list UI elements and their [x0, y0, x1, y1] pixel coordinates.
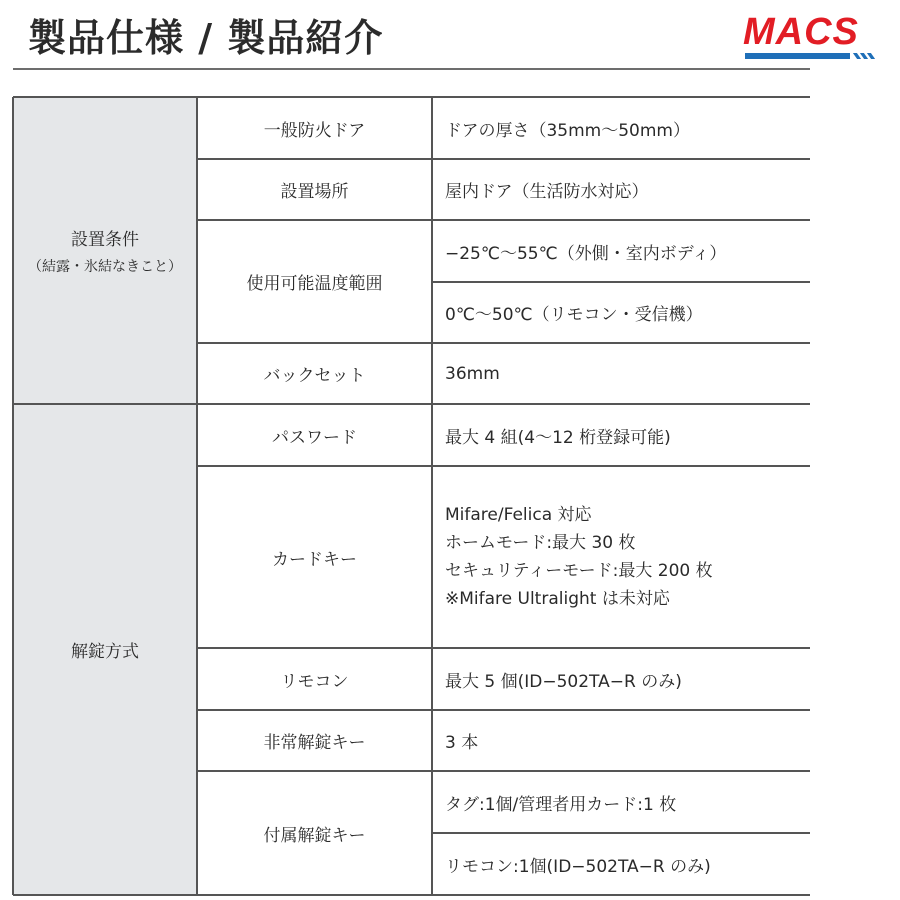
row-divider	[197, 219, 810, 221]
row-divider	[197, 158, 810, 160]
row-label: 付属解錠キー	[263, 825, 366, 846]
row-divider	[197, 647, 810, 649]
row-label: カードキー	[272, 549, 357, 570]
row-divider	[197, 709, 810, 711]
table-border-top	[13, 96, 810, 98]
row-label: 設置場所	[280, 182, 349, 202]
row-value: 最大 4 組(4〜12 桁登録可能)	[445, 427, 671, 448]
group-cell-unlock-method	[13, 404, 197, 895]
row-value: −25℃〜55℃（外側・室内ボディ）	[445, 243, 727, 264]
group-label: 解錠方式	[71, 642, 139, 662]
title-underline	[13, 68, 810, 70]
row-divider	[197, 770, 810, 772]
logo-stripe	[745, 53, 850, 59]
row-value: 最大 5 個(ID−502TA−R のみ)	[445, 671, 682, 692]
group-note: （結露・氷結なきこと）	[28, 259, 182, 275]
row-value: 屋内ドア（生活防水対応）	[445, 182, 649, 202]
column-divider	[196, 97, 198, 895]
row-label: 使用可能温度範囲	[246, 274, 383, 294]
card-key-values	[432, 466, 810, 648]
row-value: ドアの厚さ（35mm〜50mm）	[445, 120, 690, 141]
value-line: セキュリティーモード:最大 200 枚	[445, 561, 713, 581]
row-divider	[432, 832, 810, 834]
value-line: ※Mifare Ultralight は未対応	[445, 589, 670, 609]
row-divider	[197, 342, 810, 344]
row-value: 36mm	[445, 363, 500, 384]
value-line: Mifare/Felica 対応	[445, 505, 592, 525]
row-label: リモコン	[280, 671, 349, 692]
row-label: パスワード	[272, 427, 357, 448]
row-value: タグ:1個/管理者用カード:1 枚	[445, 794, 677, 815]
row-divider	[197, 465, 810, 467]
group-cell-installation	[13, 97, 197, 404]
row-value: 3 本	[445, 733, 479, 753]
row-label: バックセット	[263, 366, 366, 386]
table-border-left	[12, 97, 14, 895]
macs-logo	[743, 12, 875, 60]
page-title: 製品仕様 / 製品紹介	[28, 16, 384, 60]
spec-table	[13, 97, 810, 895]
row-label: 非常解錠キー	[263, 733, 366, 753]
row-value: リモコン:1個(ID−502TA−R のみ)	[445, 856, 711, 877]
row-label: 一般防火ドア	[263, 120, 366, 141]
table-border-bottom	[13, 894, 810, 896]
group-label: 設置条件	[71, 230, 139, 250]
row-divider	[432, 281, 810, 283]
row-value: 0℃〜50℃（リモコン・受信機）	[445, 305, 703, 325]
value-line: ホームモード:最大 30 枚	[445, 533, 636, 553]
column-divider	[431, 97, 433, 895]
logo-text: MACS	[743, 11, 859, 53]
group-divider	[13, 403, 810, 405]
